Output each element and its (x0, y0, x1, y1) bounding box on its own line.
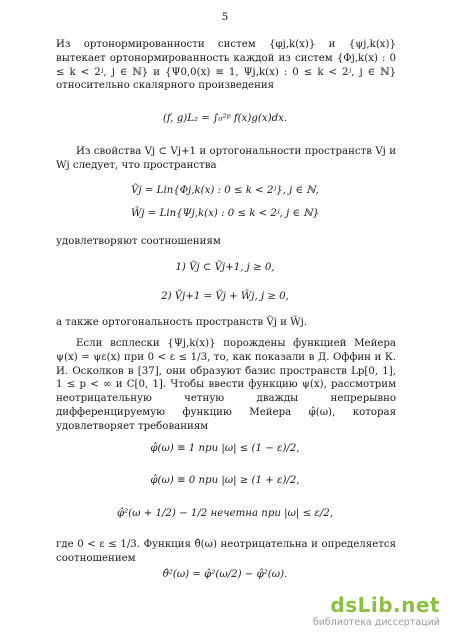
watermark-subtitle: библиотека диссертаций (312, 617, 440, 629)
equation-space-w: W̃j = Lin{Ψj,k(x) : 0 ≤ k < 2ʲ, j ∈ ℕ} (130, 208, 320, 219)
paragraph-orthogonality: а также ортогональность пространств Ṽj и W̃j. (56, 317, 307, 328)
equation-relation-1: 1) Ṽj ⊂ Ṽj+1, j ≥ 0, (175, 262, 275, 273)
equation-relation-2: 2) Ṽj+1 = Ṽj + W̃j, j ≥ 0, (161, 291, 289, 302)
page-number: 5 (221, 11, 229, 23)
equation-theta: θ̂²(ω) = φ̂²(ω/2) − φ̂²(ω). (162, 569, 288, 580)
equation-requirement-2: φ̂(ω) ≡ 0 при |ω| ≥ (1 + ε)/2, (150, 475, 300, 486)
paragraph-orthonormality: Из ортонормированности систем {φj,k(x)} и {ψj,k(x)} вытекает ортонормированность каждой из систем {Φj,k(x) : 0 ≤ k < 2ʲ, j ∈ ℕ} и {Ψ0,0(x) ≡ 1, Ψj,k(x) : 0 ≤ k < 2ʲ, j ∈ ℕ} относительно скалярного произведения (56, 39, 396, 92)
paragraph-meyer-wavelets: Если всплески {Ψj,k(x)} порождены функцией Мейера ψ(x) = ψε(x) при 0 < ε ≤ 1/3, то, как показали в Д. Оффин и К. И. Осколков в [37], они образуют базис пространств Lp[0, 1], 1 ≤ p < ∞ и C[0, 1]. Чтобы ввести функцию ψ(x), рассмотрим неотрицательную четную дважды непрерывно дифференцируемую функцию Мейера φ̂(ω), которая удовлетворяет требованиям (56, 338, 396, 432)
equation-requirement-1: φ̂(ω) ≡ 1 при |ω| ≤ (1 − ε)/2, (150, 443, 300, 454)
paragraph-relations-intro: удовлетворяют соотношениям (56, 236, 221, 247)
paragraph-theta-definition: где 0 < ε ≤ 1/3. Функция θ̂(ω) неотрицательна и определяется соотношением (56, 539, 396, 564)
watermark-logo: dsLib.net (330, 593, 440, 618)
equation-requirement-3: φ̂²(ω + 1/2) − 1/2 нечетна при |ω| ≤ ε/2, (116, 508, 333, 519)
paragraph-subspaces: Из свойства Vj ⊂ Vj+1 и ортогональности пространств Vj и Wj следует, что пространства (56, 146, 396, 171)
watermark (313, 592, 440, 630)
equation-space-v: Ṽj = Lin{Φj,k(x) : 0 ≤ k < 2ʲ}, j ∈ ℕ, (131, 185, 319, 196)
equation-inner-product: (f, g)L₂ = ∫₀²ᵖ f(x)g(x)dx. (162, 113, 288, 124)
